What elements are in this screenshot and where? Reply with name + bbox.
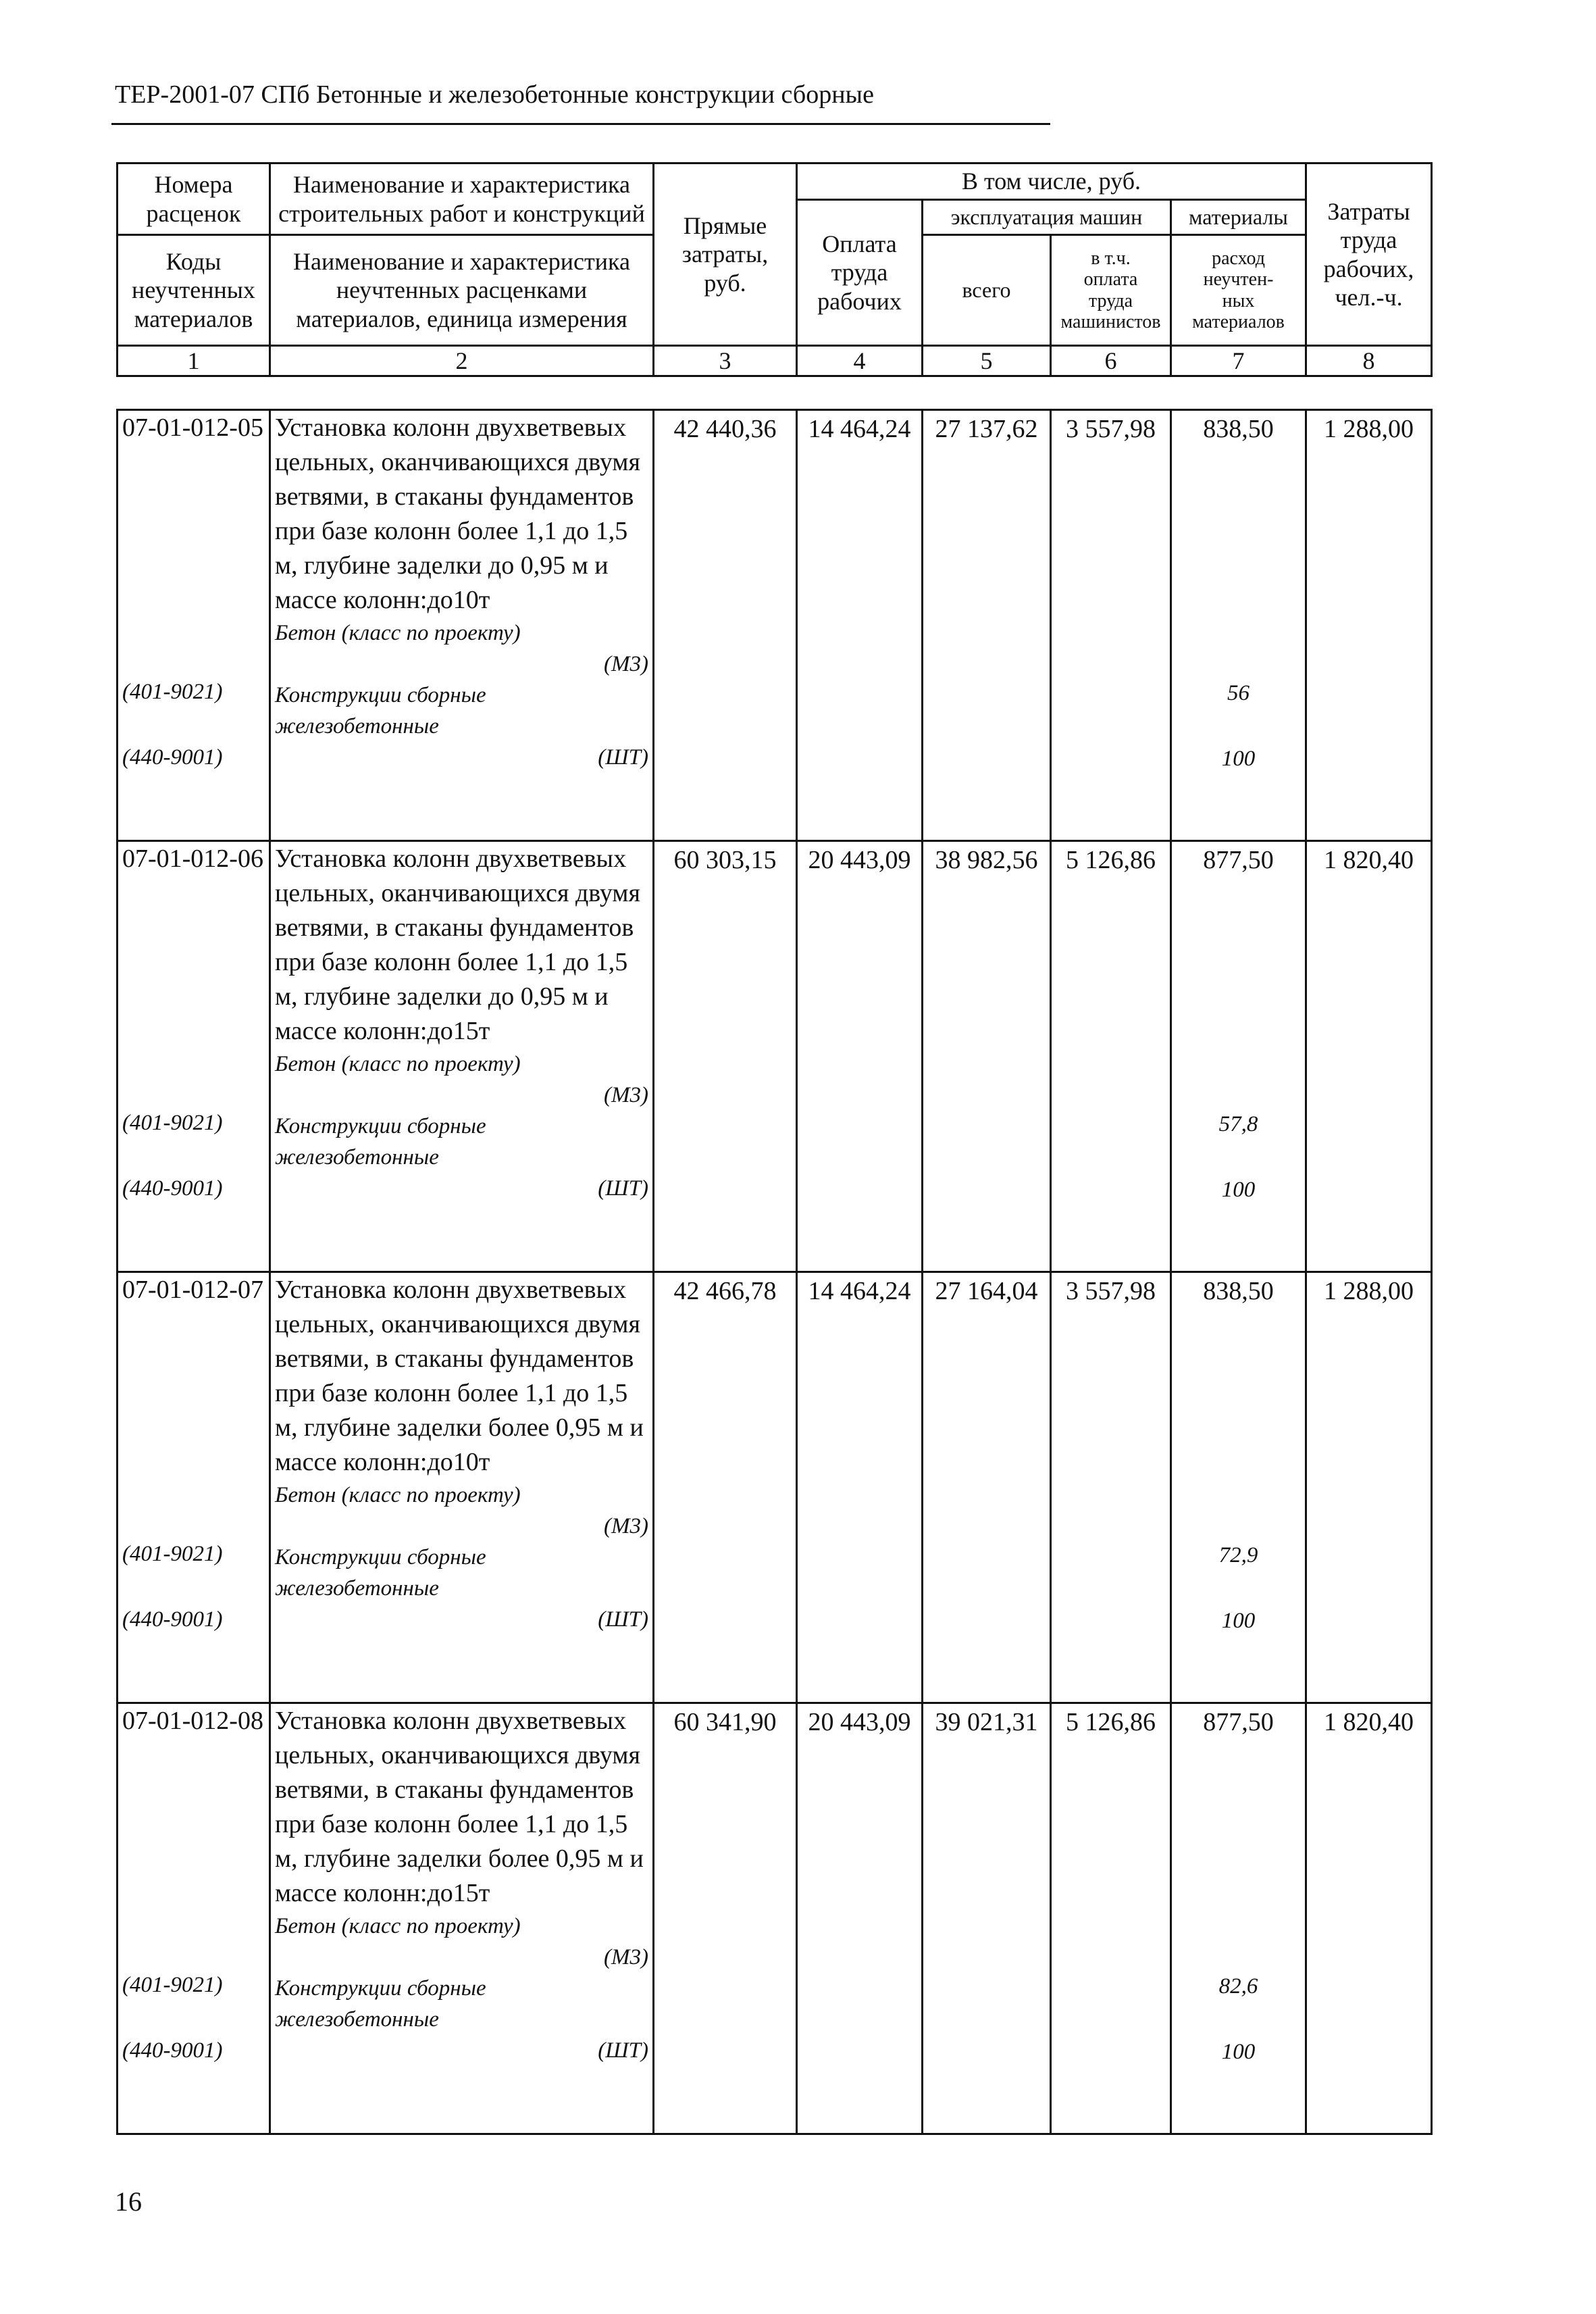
- machinists-pay: 3 557,98: [1051, 1272, 1171, 1703]
- material-unit: (ШТ): [598, 1607, 648, 1632]
- material-name: Бетон (класс по проекту): [275, 1052, 521, 1076]
- col2-header-top: Наименование и характеристика строительных работ и конструкций: [270, 164, 654, 235]
- col-number: 6: [1051, 346, 1171, 376]
- machinists-pay: 5 126,86: [1051, 841, 1171, 1272]
- material-code: (401-9021): [122, 1111, 223, 1135]
- col6-header: в т.ч. оплата труда машинистов: [1051, 235, 1171, 346]
- page-number: 16: [115, 2186, 142, 2217]
- materials-value: 838,50: [1203, 415, 1274, 443]
- header-rule: [111, 123, 1050, 125]
- material-unit: (ШТ): [598, 1176, 648, 1201]
- rate-name-cell: [270, 410, 654, 841]
- rate-name: Установка колонн двухветвевых цельных, оканчивающихся двумя ветвями, в стаканы фундаментов при базе колонн более 1,1 до 1,5 м, глубине заделки более 0,95 м и массе колонн:до15т: [275, 1707, 644, 1907]
- col4-header: Оплата труда рабочих: [797, 200, 923, 346]
- col-number: 7: [1171, 346, 1306, 376]
- rate-code-cell: [118, 1272, 270, 1703]
- rate-name-cell: [270, 841, 654, 1272]
- materials-cell: [1171, 841, 1306, 1272]
- col-number: 2: [270, 346, 654, 376]
- machines-total: 27 137,62: [923, 410, 1051, 841]
- machinists-pay: 5 126,86: [1051, 1703, 1171, 2134]
- materials-cell: [1171, 1272, 1306, 1703]
- machines-total: 38 982,56: [923, 841, 1051, 1272]
- rate-name-cell: [270, 1272, 654, 1703]
- rate-code-cell: [118, 1703, 270, 2134]
- table-row: [118, 1703, 1432, 2134]
- material-code: (401-9021): [122, 1973, 223, 1997]
- materials-value: 877,50: [1203, 1708, 1274, 1736]
- material-unit: (М3): [604, 1083, 648, 1107]
- material-unit: (ШТ): [598, 2038, 648, 2063]
- rate-name: Установка колонн двухветвевых цельных, оканчивающихся двумя ветвями, в стаканы фундаментов при базе колонн более 1,1 до 1,5 м, глубине заделки до 0,95 м и массе колонн:до10т: [275, 413, 640, 614]
- material-unit: (ШТ): [598, 745, 648, 770]
- material-name: Конструкции сборные железобетонные: [275, 1545, 486, 1601]
- material-quantity: 72,9: [1218, 1543, 1258, 1567]
- labor-hours: 1 288,00: [1306, 1272, 1432, 1703]
- rate-code: 07-01-012-07: [122, 1276, 263, 1304]
- col7-header: расход неучтен- ных материалов: [1171, 235, 1306, 346]
- table-row: [118, 1272, 1432, 1703]
- col-number: 1: [118, 346, 270, 376]
- direct-costs: 60 341,90: [654, 1703, 797, 2134]
- materials-cell: [1171, 410, 1306, 841]
- col-number: 4: [797, 346, 923, 376]
- col1-header-bottom: Коды неучтенных материалов: [118, 235, 270, 346]
- rates-table: [116, 409, 1433, 2135]
- direct-costs: 42 466,78: [654, 1272, 797, 1703]
- machines-total: 27 164,04: [923, 1272, 1051, 1703]
- material-code: (440-9001): [122, 1176, 223, 1201]
- col5-header: всего: [923, 235, 1051, 346]
- page-title: ТЕР-2001-07 СПб Бетонные и железобетонные конструкции сборные: [115, 80, 874, 109]
- machinists-pay: 3 557,98: [1051, 410, 1171, 841]
- materials-value: 877,50: [1203, 846, 1274, 874]
- table-row: [118, 410, 1432, 841]
- materials-value: 838,50: [1203, 1277, 1274, 1305]
- machines-total: 39 021,31: [923, 1703, 1051, 2134]
- material-code: (401-9021): [122, 680, 223, 704]
- col3-header: Прямые затраты, руб.: [654, 164, 797, 346]
- material-quantity: 57,8: [1218, 1112, 1258, 1136]
- col2-header-bottom: Наименование и характеристика неучтенных расценками материалов, единица измерения: [270, 235, 654, 346]
- labor-pay: 14 464,24: [797, 1272, 923, 1703]
- material-name: Конструкции сборные железобетонные: [275, 1976, 486, 2032]
- rate-code-cell: [118, 410, 270, 841]
- col8-header: Затраты труда рабочих, чел.-ч.: [1306, 164, 1432, 346]
- material-name: Конструкции сборные железобетонные: [275, 683, 486, 738]
- rate-name: Установка колонн двухветвевых цельных, оканчивающихся двумя ветвями, в стаканы фундаментов при базе колонн более 1,1 до 1,5 м, глубине заделки до 0,95 м и массе колонн:до15т: [275, 845, 640, 1045]
- material-unit: (М3): [604, 1514, 648, 1538]
- col-number: 3: [654, 346, 797, 376]
- col-number: 5: [923, 346, 1051, 376]
- table-row: [118, 841, 1432, 1272]
- material-unit: (М3): [604, 1945, 648, 1969]
- labor-hours: 1 820,40: [1306, 841, 1432, 1272]
- material-code: (440-9001): [122, 1607, 223, 1632]
- col-number: 8: [1306, 346, 1432, 376]
- rate-code: 07-01-012-08: [122, 1707, 263, 1735]
- rate-name: Установка колонн двухветвевых цельных, оканчивающихся двумя ветвями, в стаканы фундаментов при базе колонн более 1,1 до 1,5 м, глубине заделки более 0,95 м и массе колонн:до10т: [275, 1276, 644, 1476]
- direct-costs: 42 440,36: [654, 410, 797, 841]
- material-quantity: 100: [1221, 1609, 1256, 1633]
- materials-header: материалы: [1171, 200, 1306, 235]
- rate-code: 07-01-012-06: [122, 845, 263, 873]
- column-header-table: [116, 162, 1433, 377]
- labor-hours: 1 288,00: [1306, 410, 1432, 841]
- material-unit: (М3): [604, 652, 648, 676]
- material-quantity: 100: [1221, 2040, 1256, 2064]
- material-quantity: 100: [1221, 1178, 1256, 1202]
- material-name: Бетон (класс по проекту): [275, 1483, 521, 1507]
- col1-header-top: Номера расценок: [118, 164, 270, 235]
- labor-pay: 20 443,09: [797, 1703, 923, 2134]
- machines-header: эксплуатация машин: [923, 200, 1171, 235]
- material-code: (401-9021): [122, 1542, 223, 1566]
- materials-cell: [1171, 1703, 1306, 2134]
- material-code: (440-9001): [122, 745, 223, 770]
- direct-costs: 60 303,15: [654, 841, 797, 1272]
- labor-pay: 20 443,09: [797, 841, 923, 1272]
- material-name: Конструкции сборные железобетонные: [275, 1114, 486, 1169]
- material-code: (440-9001): [122, 2038, 223, 2063]
- material-quantity: 82,6: [1218, 1974, 1258, 1998]
- labor-hours: 1 820,40: [1306, 1703, 1432, 2134]
- rate-code: 07-01-012-05: [122, 413, 263, 442]
- material-quantity: 56: [1227, 681, 1250, 705]
- labor-pay: 14 464,24: [797, 410, 923, 841]
- material-name: Бетон (класс по проекту): [275, 621, 521, 645]
- material-name: Бетон (класс по проекту): [275, 1914, 521, 1938]
- rate-name-cell: [270, 1703, 654, 2134]
- rate-code-cell: [118, 841, 270, 1272]
- material-quantity: 100: [1221, 747, 1256, 771]
- group-header: В том числе, руб.: [797, 164, 1306, 200]
